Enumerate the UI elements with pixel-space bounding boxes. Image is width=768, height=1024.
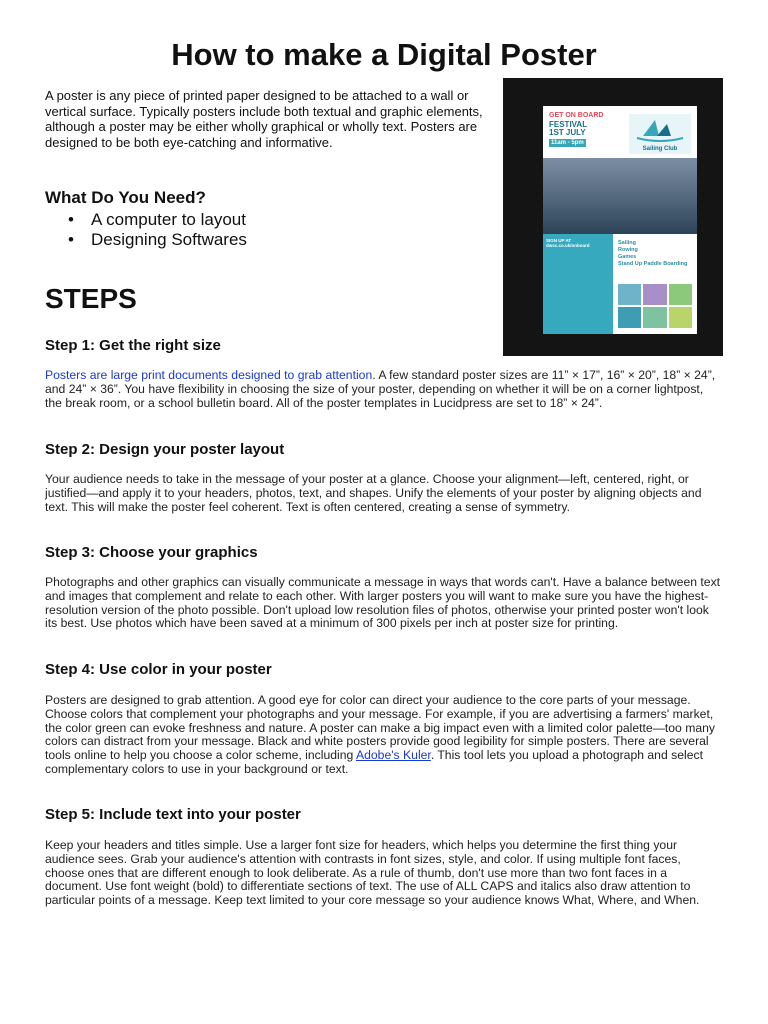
step-3-heading: Step 3: Choose your graphics — [45, 544, 258, 561]
step-4-text: Posters are designed to grab attention. A good eye for color can direct your audience to the core parts of your message. Choose colors that complement your photographs and your message. For example, if you are advertising a farmers' market, the color green can evoke freshness and nature. A poster can make a big impact even with a limited color palette—too many colors can distract from your message. Black and white posters provide good legibility for simple posters. There are several tools online to help you choose a color scheme, including Adobe's Kuler. This tool lets you upload a photograph and select complementary colors to use in your background or text. — [45, 693, 716, 776]
steps-heading: STEPS — [45, 283, 137, 314]
adobe-kuler-link[interactable]: Adobe's Kuler — [355, 748, 431, 763]
poster-sheet — [543, 106, 697, 334]
sailing-club-logo-icon — [629, 114, 691, 154]
step-4-heading: Step 4: Use color in your poster — [45, 661, 272, 678]
step-1-heading: Step 1: Get the right size — [45, 337, 221, 354]
list-item: • A computer to layout — [68, 210, 246, 229]
intro-paragraph: A poster is any piece of printed paper designed to be attached to a wall or vertical surface. Typically posters include both textual and graphic elements, although a poster may be either wholly graphical or wholly text. Posters are designed to be both eye-catching and informative. — [45, 88, 483, 150]
need-list — [45, 210, 247, 250]
list-item: • Designing Softwares — [68, 230, 247, 249]
step-2-text: Your audience needs to take in the message of your poster at a glance. Choose your alignment—left, centered, right, or justified—and apply it to your headers, photos, text, and shapes. Unify the elements of your poster by aligning objects and text. This will make the poster feel coherent. Text is often centered, creating a sense of symmetry. — [45, 472, 702, 514]
step-1-highlight: Posters are large print documents designed to grab attention — [45, 368, 373, 382]
poster-image — [503, 78, 723, 356]
bullet-icon: • — [68, 230, 74, 249]
step-5-text: Keep your headers and titles simple. Use a larger font size for headers, which helps you determine the first thing your audience sees. Grab your audience's attention with contrasts in font sizes, style, and color. If using multiple font faces, choose ones that are different enough to look deliberate. As a rule of thumb, don't use more than two font faces in a document. Use font weight (bold) to differentiate sections of text. The use of ALL CAPS and italics also draw attention to particular points of a message. Keep text limited to your core message so your audience knows What, Where, and When. — [45, 838, 700, 908]
step-3-text: Photographs and other graphics can visually communicate a message in ways that words can't. Have a balance between text and images that complement and relate to each other. With larger posters you will want to make sure you have the highest-resolution version of the photo possible. Don't upload low resolution files of photos, otherwise your printed poster won't look its best. Use photos which have been saved at a minimum of 300 pixels per inch at poster size for printing. — [45, 575, 721, 631]
bullet-icon: • — [68, 210, 74, 229]
poster-signup: SIGN UP AT dwsc.co.uk/onboard — [546, 238, 590, 248]
poster-icon-grid — [618, 284, 692, 328]
step-2-heading: Step 2: Design your poster layout — [45, 441, 285, 458]
poster-time: 11am - 5pm — [551, 140, 584, 146]
step-5-heading: Step 5: Include text into your poster — [45, 806, 301, 823]
page-title: How to make a Digital Poster — [171, 37, 597, 72]
step-1-text: Posters are large print documents designed to grab attention. A few standard poster sizes are 11” × 17”, 16” × 20”, 18” × 24”, and 24” × 36”. You have flexibility in choosing the size of your poster, depending on whether it will be on a corner lightpost, the break room, or a school bulletin board. All of the poster templates in Lucidpress are set to 18” × 24”. — [45, 368, 716, 410]
poster-festival: FESTIVAL 1ST JULY — [549, 120, 588, 137]
need-heading: What Do You Need? — [45, 188, 206, 207]
poster-activities: Sailing Rowing Games Stand Up Paddle Boarding — [618, 240, 688, 267]
poster-club-label: Sailing Club — [642, 146, 678, 152]
poster-brand: GET ON BOARD — [549, 112, 604, 119]
poster-photo-kayakers — [543, 158, 697, 234]
